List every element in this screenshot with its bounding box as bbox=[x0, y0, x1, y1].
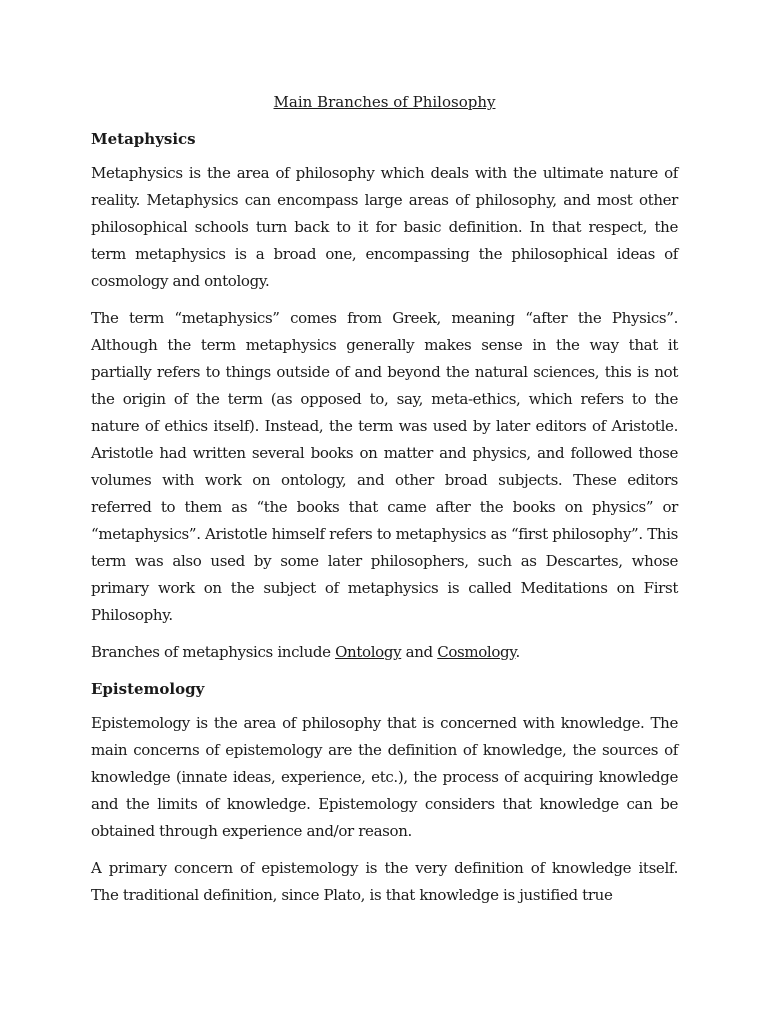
cosmology-link[interactable]: Cosmology bbox=[437, 643, 516, 661]
section-heading-metaphysics: Metaphysics bbox=[91, 130, 196, 148]
section-heading-epistemology: Epistemology bbox=[91, 680, 205, 698]
ontology-link[interactable]: Ontology bbox=[335, 643, 402, 661]
branches-paragraph bbox=[91, 639, 678, 666]
document-title: Main Branches of Philosophy bbox=[273, 93, 496, 111]
branches-suffix: . bbox=[515, 643, 520, 661]
branches-joiner: and bbox=[401, 643, 438, 661]
document-page bbox=[91, 90, 678, 919]
paragraph: Metaphysics is the area of philosophy which deals with the ultimate nature of reality. Metaphysics can encompass large areas of philosophy, and most other philosophical schools turn back to it for basic definition. In that respect, the term metaphysics is a broad one, encompassing the philosophical ideas of cosmology and ontology. bbox=[91, 164, 678, 290]
paragraph: The term “metaphysics” comes from Greek, meaning “after the Physics”. Although the term metaphysics generally makes sense in the way that it partially refers to things outside of and beyond the natural sciences, this is not the origin of the term (as opposed to, say, meta-ethics, which refers to the nature of ethics itself). Instead, the term was used by later editors of Aristotle. Aristotle had written several books on matter and physics, and followed those volumes with work on ontology, and other broad subjects. These editors referred to them as “the books that came after the books on physics” or “metaphysics”. Aristotle himself refers to metaphysics as “first philosophy”. This term was also used by some later philosophers, such as Descartes, whose primary work on the subject of metaphysics is called Meditations on First Philosophy. bbox=[91, 309, 678, 624]
paragraph: Epistemology is the area of philosophy that is concerned with knowledge. The main concerns of epistemology are the definition of knowledge, the sources of knowledge (innate ideas, experience, etc.), the process of acquiring knowledge and the limits of knowledge. Epistemology considers that knowledge can be obtained through experience and/or reason. bbox=[91, 714, 678, 840]
paragraph: A primary concern of epistemology is the very definition of knowledge itself. The traditional definition, since Plato, is that knowledge is justified true bbox=[91, 859, 678, 904]
branches-prefix: Branches of metaphysics include bbox=[91, 643, 336, 661]
